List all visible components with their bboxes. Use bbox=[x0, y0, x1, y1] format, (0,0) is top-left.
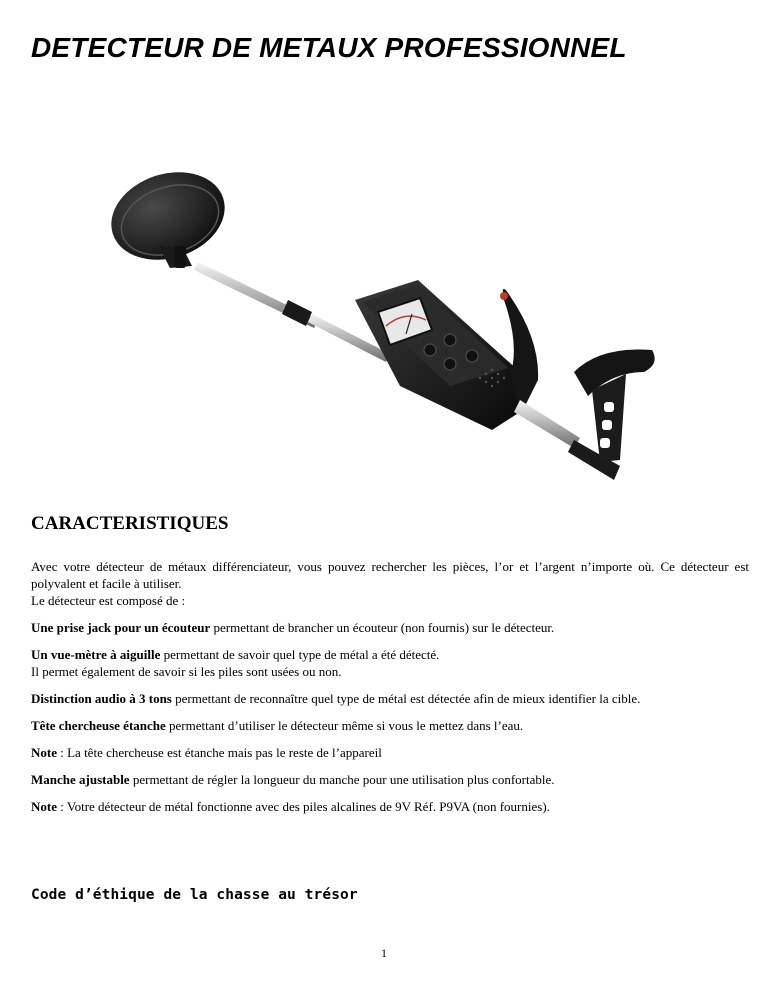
note-label: Note bbox=[31, 745, 57, 760]
note-paragraph bbox=[31, 744, 749, 761]
ethics-subheading: Code d’éthique de la chasse au trésor bbox=[31, 887, 358, 903]
feature-name: Distinction audio à 3 tons bbox=[31, 691, 172, 706]
feature-name: Une prise jack pour un écouteur bbox=[31, 620, 211, 635]
section-content bbox=[31, 558, 749, 825]
search-coil bbox=[100, 158, 236, 274]
feature-paragraph bbox=[31, 646, 749, 680]
feature-description: permettant de savoir quel type de métal a été détecté. bbox=[160, 647, 440, 662]
page-number: 1 bbox=[381, 946, 387, 960]
armrest bbox=[574, 349, 655, 462]
feature-description: permettant de brancher un écouteur (non fournis) sur le détecteur. bbox=[210, 620, 555, 635]
intro-line: Avec votre détecteur de métaux différenciateur, vous pouvez rechercher les pièces, l’or et l’argent n’importe où. Ce détecteur est polyvalent et facile à utiliser. bbox=[31, 559, 749, 591]
feature-name: Manche ajustable bbox=[31, 772, 130, 787]
metal-detector-image bbox=[100, 150, 660, 500]
note-paragraph bbox=[31, 798, 749, 815]
feature-paragraph bbox=[31, 619, 749, 636]
feature-extra: Il permet également de savoir si les piles sont usées ou non. bbox=[31, 664, 342, 679]
lower-shaft bbox=[194, 262, 390, 362]
feature-description: permettant d’utiliser le détecteur même si vous le mettez dans l’eau. bbox=[165, 718, 524, 733]
section-heading: CARACTERISTIQUES bbox=[31, 513, 229, 534]
note-text: : La tête chercheuse est étanche mais pas le reste de l’appareil bbox=[57, 745, 382, 760]
feature-paragraph bbox=[31, 771, 749, 788]
feature-paragraph bbox=[31, 717, 749, 734]
feature-description: permettant de reconnaître quel type de métal est détectée afin de mieux identifier la cible. bbox=[171, 691, 641, 706]
page-title: DETECTEUR DE METAUX PROFESSIONNEL bbox=[31, 32, 627, 63]
feature-description: permettant de régler la longueur du manche pour une utilisation plus confortable. bbox=[129, 772, 555, 787]
feature-paragraph bbox=[31, 690, 749, 707]
feature-name: Tête chercheuse étanche bbox=[31, 718, 166, 733]
feature-name: Un vue-mètre à aiguille bbox=[31, 647, 161, 662]
intro-paragraph bbox=[31, 558, 749, 609]
note-text: : Votre détecteur de métal fonctionne avec des piles alcalines de 9V Réf. P9VA (non fournies). bbox=[57, 799, 550, 814]
intro-line: Le détecteur est composé de : bbox=[31, 593, 186, 608]
note-label: Note bbox=[31, 799, 57, 814]
